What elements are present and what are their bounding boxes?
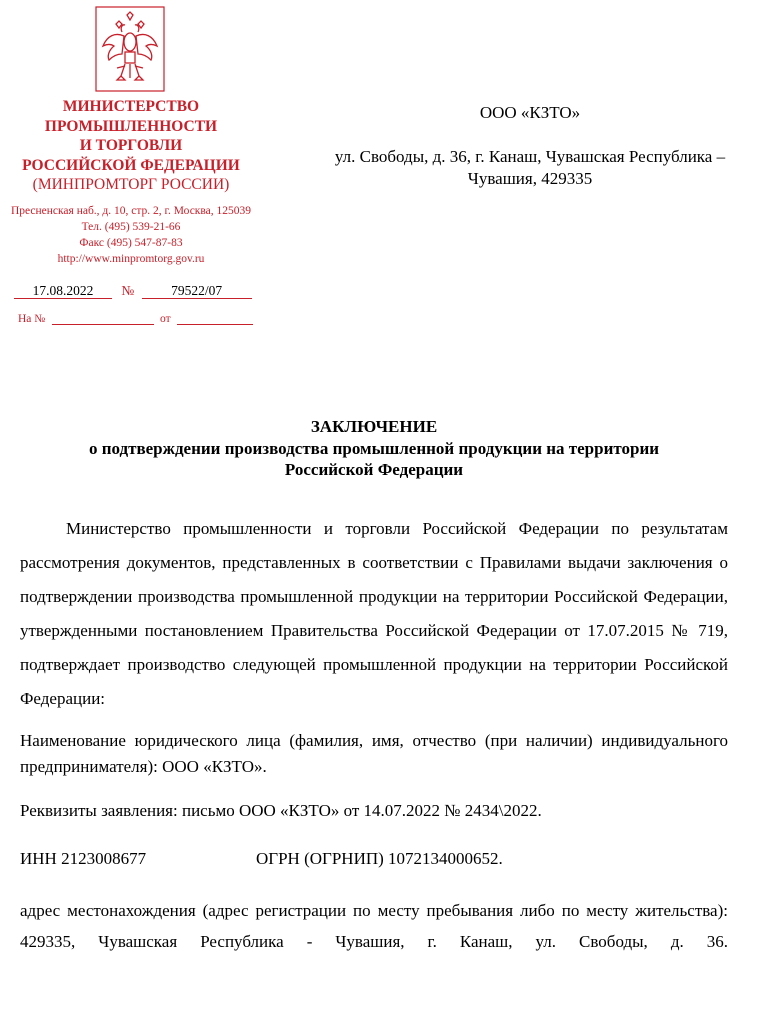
- ministry-name-line: И ТОРГОВЛИ: [79, 137, 183, 154]
- sender-website[interactable]: http://www.minpromtorg.gov.ru: [57, 253, 205, 265]
- registration-numbers: [20, 846, 728, 872]
- ministry-name-line: МИНИСТЕРСТВО: [62, 98, 200, 115]
- ministry-name-line: ПРОМЫШЛЕННОСТИ: [44, 117, 218, 135]
- ogrn-value: ОГРН (ОГРНИП) 1072134000652.: [256, 849, 503, 868]
- outgoing-reference: [14, 283, 254, 299]
- outgoing-number: 79522/07: [142, 283, 252, 299]
- coat-of-arms-icon: [95, 6, 165, 92]
- inn-value: ИНН 2123008677: [20, 849, 147, 868]
- entity-name-paragraph: Наименование юридического лица (фамилия, имя, отчество (при наличии) индивидуального предпринимателя): ООО «КЗТО».: [20, 731, 728, 776]
- incoming-number-blank: [52, 313, 154, 325]
- document-body: [20, 512, 728, 957]
- sender-phone: Тел. (495) 539-21-66: [81, 221, 181, 233]
- incoming-reference: [18, 313, 253, 325]
- intro-paragraph: Министерство промышленности и торговли Российской Федерации по результатам рассмотрения документов, представленных в соответствии с Правилами выдачи заключения о подтверждении производства промышленной продукции на территории Российской Федерации, утвержденными постановлением Правительства Российской Федерации от 17.07.2015 № 719, подтверждает производство следующей промышленной продукции на территории Российской Федерации:: [20, 519, 728, 708]
- document-title: ЗАКЛЮЧЕНИЕ: [310, 417, 438, 436]
- recipient-block: [330, 102, 730, 190]
- outgoing-date: 17.08.2022: [14, 283, 112, 299]
- document-subtitle-line: о подтверждении производства промышленной продукции на территории: [88, 438, 660, 458]
- application-paragraph: Реквизиты заявления: письмо ООО «КЗТО» от 14.07.2022 № 2434\2022.: [20, 801, 542, 820]
- document-subtitle-line: Российской Федерации: [284, 460, 464, 479]
- location-paragraph: адрес местонахождения (адрес регистрации по месту пребывания либо по месту жительства): 429335, Чувашская Республика - Чувашия, г. Канаш, ул. Свободы, д. 36.: [20, 901, 728, 951]
- recipient-org: ООО «КЗТО»: [479, 103, 581, 122]
- number-sign: №: [121, 283, 135, 298]
- incoming-date-label: от: [160, 313, 171, 325]
- ministry-name-line: РОССИЙСКОЙ ФЕДЕРАЦИИ: [22, 156, 240, 174]
- sender-fax: Факс (495) 547-87-83: [79, 237, 183, 249]
- incoming-date-blank: [177, 313, 253, 325]
- document-title-block: [20, 416, 728, 481]
- incoming-number-label: На №: [18, 313, 46, 325]
- sender-block: [0, 97, 262, 267]
- sender-address: Пресненская наб., д. 10, стр. 2, г. Москва, 125039: [10, 205, 252, 217]
- recipient-address: ул. Свободы, д. 36, г. Канаш, Чувашская Республика – Чувашия, 429335: [334, 147, 726, 188]
- ministry-short-name: (МИНПРОМТОРГ РОССИИ): [32, 176, 230, 193]
